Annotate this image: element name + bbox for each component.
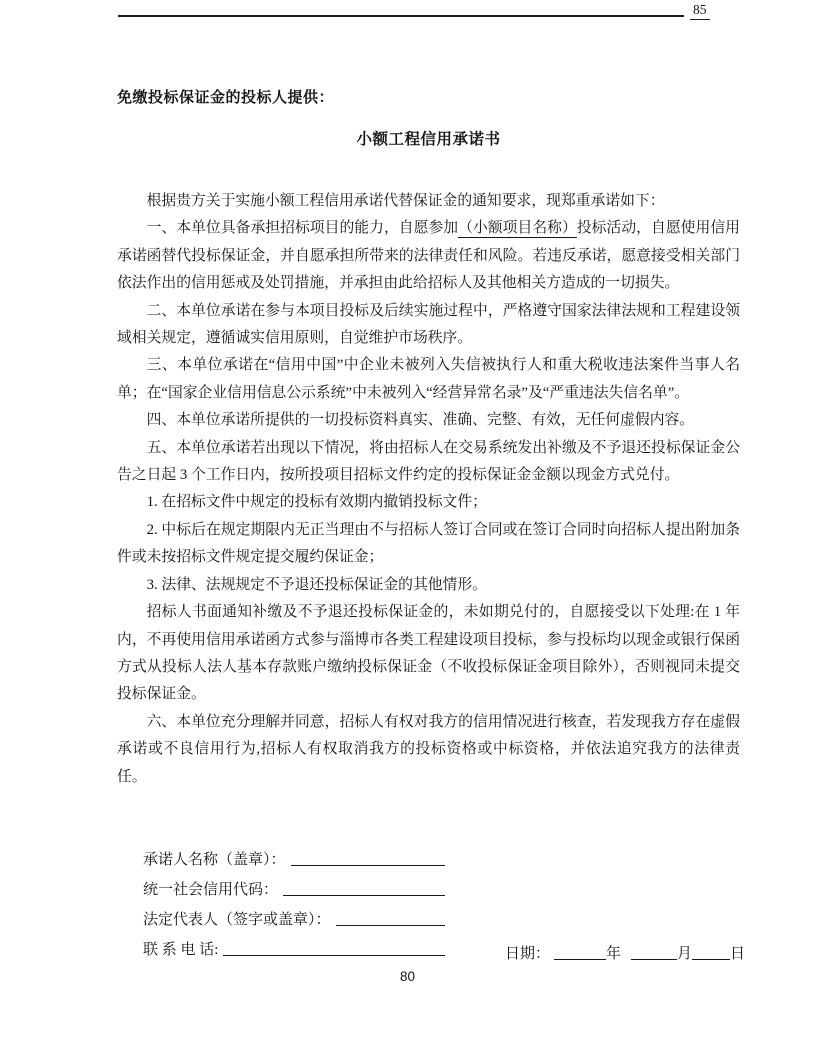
date-row — [505, 941, 745, 963]
header-rule — [118, 15, 684, 17]
clause-4: 四、本单位承诺所提供的一切投标资料真实、准确、完整、有效，无任何虚假内容。 — [146, 412, 695, 429]
promisor-name-label: 承诺人名称（盖章）： — [143, 852, 286, 868]
clause-1 — [117, 215, 740, 297]
signature-row-credit-code — [143, 869, 445, 899]
sub-item-3: 3. 法律、法规规定不予退还投标保证金的其他情形。 — [146, 576, 487, 593]
clause-5: 五、本单位承诺若出现以下情况，将由招标人在交易系统发出补缴及不予退还投标保证金公告之日起 3 个工作日内，按所投项目招标文件约定的投标保证金金额以现金方式兑付。 — [117, 439, 740, 484]
date-year-blank-line — [554, 945, 606, 960]
document-title: 小额工程信用承诺书 — [356, 131, 501, 148]
sub-item-2: 2. 中标后在规定期限内无正当理由不与招标人签订合同或在签订合同时向招标人提出附加条件或未按招标文件规定提交履约保证金； — [117, 521, 740, 566]
credit-code-blank-line — [283, 894, 445, 896]
date-month-label: 月 — [677, 946, 693, 962]
date-year-label: 年 — [606, 946, 622, 962]
date-day-label: 日 — [730, 946, 746, 962]
date-month-blank-line — [631, 945, 677, 960]
project-name-blank: （小额项目名称） — [458, 220, 577, 237]
signature-row-legal-representative — [143, 899, 445, 929]
clause-1-prefix: 一、本单位具备承担招标项目的能力，自愿参加 — [146, 220, 459, 237]
signature-row-promisor-name — [143, 839, 445, 869]
date-label: 日期： — [505, 946, 551, 962]
clause-3: 三、本单位承诺在“信用中国”中企业未被列入失信被执行人和重大税收违法案件当事人名单；在“国家企业信用信息公示系统”中未被列入“经营异常名录”及“严重违法失信名单”。 — [117, 357, 740, 401]
clause-2: 二、本单位承诺在参与本项目投标及后续实施过程中，严格遵守国家法律法规和工程建设领域相关规定，遵循诚实信用原则，自觉维护市场秩序。 — [117, 302, 740, 347]
document-body — [117, 188, 740, 791]
date-day-blank-line — [692, 945, 730, 960]
remedy-paragraph: 招标人书面通知补缴及不予退还投标保证金的，未如期兑付的，自愿接受以下处理:在 1 年内，不再使用信用承诺函方式参与淄博市各类工程建设项目投标，参与投标均以现金或银行保函方式从投标人法人基本存款账户缴纳投标保证金（不收投标保证金项目除外），否则视同未提交投标保证金。 — [117, 604, 740, 703]
credit-code-label: 统一社会信用代码： — [143, 882, 279, 898]
promisor-name-blank-line — [291, 864, 445, 866]
sub-item-1: 1. 在招标文件中规定的投标有效期内撤销投标文件； — [146, 494, 487, 511]
clause-1-suffix: 投标活动，自愿使用信用承诺函替代投标保证金，并自愿承担所带来的法律责任和风险。若违反承诺，愿意接受相关部门依法作出的信用惩戒及处罚措施，并承担由此给招标人及其他相关方造成的一切损失。 — [117, 220, 740, 292]
signature-row-contact-phone — [143, 929, 445, 959]
footer-page-number: 80 — [399, 969, 416, 984]
legal-representative-label: 法定代表人（签字或盖章）： — [143, 912, 331, 928]
signature-block — [143, 839, 445, 959]
contact-phone-blank-line — [223, 954, 445, 956]
header-page-number: 85 — [690, 1, 710, 20]
opening-paragraph: 根据贵方关于实施小额工程信用承诺代替保证金的通知要求，现郑重承诺如下： — [146, 193, 665, 209]
clause-6: 六、本单位充分理解并同意，招标人有权对我方的信用情况进行核查，若发现我方存在虚假承诺或不良信用行为,招标人有权取消我方的投标资格或中标资格，并依法追究我方的法律责任。 — [117, 713, 740, 785]
legal-representative-blank-line — [336, 924, 445, 926]
intro-label: 免缴投标保证金的投标人提供： — [117, 90, 335, 106]
contact-phone-label: 联 系 电 话: — [143, 942, 219, 958]
